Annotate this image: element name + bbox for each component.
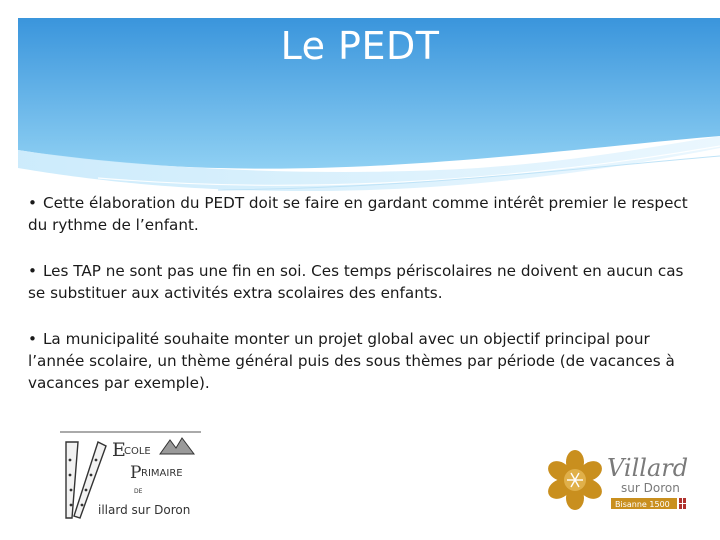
bullet-glyph: • — [28, 330, 37, 348]
bullet-text: Les TAP ne sont pas une fin en soi. Ces temps périscolaires ne doivent en aucun cas se substituer aux activités extra scolaires des enfants. — [28, 262, 684, 302]
bullet-text: La municipalité souhaite monter un projet global avec un objectif principal pour l’année scolaire, un thème général puis des sous thèmes par période (de vacances à vacances par exemple). — [28, 330, 675, 392]
village-name: Villard — [607, 454, 689, 482]
village-logo — [545, 448, 690, 516]
bullet-item — [28, 328, 696, 394]
slide-title: Le PEDT — [280, 24, 440, 68]
school-line: illard sur Doron — [98, 503, 191, 517]
school-line: RIMAIRE — [141, 468, 183, 479]
school-logo — [58, 430, 203, 522]
school-line: DE — [134, 488, 143, 495]
school-line: COLE — [124, 446, 151, 457]
pencil-shape — [66, 442, 78, 518]
bullet-list — [28, 192, 696, 418]
bullet-item — [28, 192, 696, 236]
village-altitude: Bisanne 1500 — [615, 500, 670, 509]
bullet-glyph: • — [28, 262, 37, 280]
school-initial: P — [130, 463, 142, 483]
mountain-icon — [160, 438, 194, 454]
bullet-item — [28, 260, 696, 304]
bullet-text: Cette élaboration du PEDT doit se faire en gardant comme intérêt premier le respect du rythme de l’enfant. — [28, 194, 688, 234]
bullet-glyph: • — [28, 194, 37, 212]
school-initial: E — [112, 439, 126, 461]
village-sub: sur Doron — [621, 481, 680, 495]
flower-icon — [545, 450, 605, 510]
